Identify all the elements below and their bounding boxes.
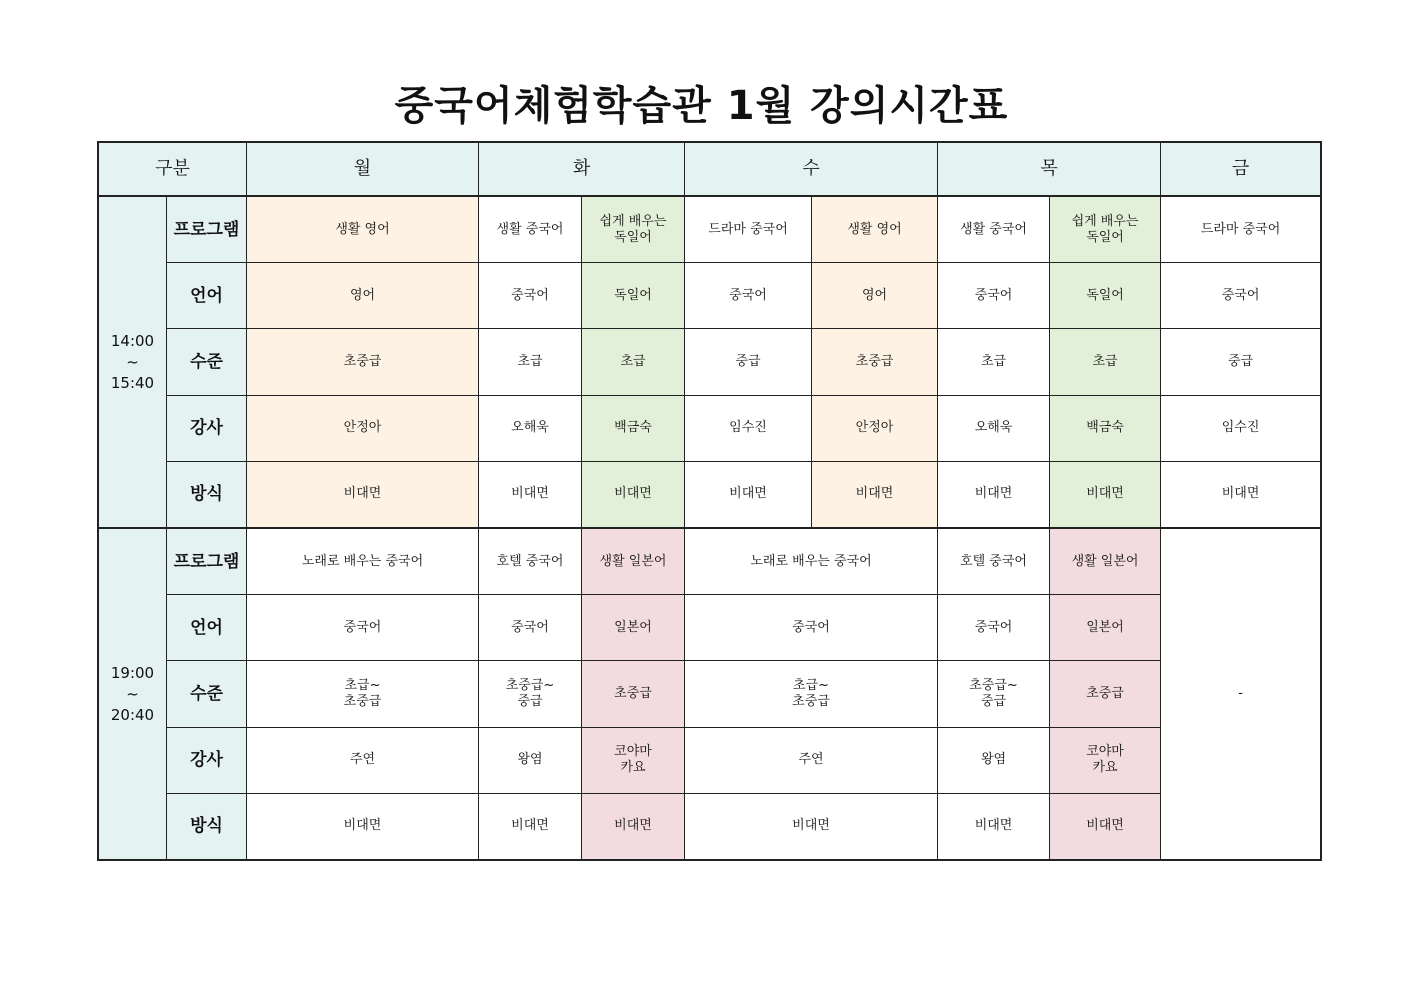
s2-language-row	[99, 595, 1321, 661]
s1-method-wed-a: 비대면	[685, 461, 812, 528]
row-label-level-2: 수준	[167, 661, 247, 727]
s1-method-wed-b: 비대면	[812, 461, 938, 528]
s2-method-thu-b: 비대면	[1050, 793, 1161, 859]
s1-program-mon: 생활 영어	[247, 196, 479, 263]
header-monday: 월	[247, 143, 479, 197]
header-tuesday: 화	[479, 143, 685, 197]
s2-teacher-mon: 주연	[247, 727, 479, 793]
s2-teacher-thu-a: 왕염	[938, 727, 1050, 793]
s2-level-thu-b: 초중급	[1050, 661, 1161, 727]
s2-level-mon: 초급~ 초중급	[247, 661, 479, 727]
s1-program-thu-b: 쉽게 배우는 독일어	[1050, 196, 1161, 263]
s1-level-thu-b: 초급	[1050, 329, 1161, 395]
s1-teacher-wed-b: 안정아	[812, 395, 938, 461]
s1-method-tue-b: 비대면	[582, 461, 685, 528]
s1-program-fri: 드라마 중국어	[1161, 196, 1321, 263]
s2-program-wed: 노래로 배우는 중국어	[685, 528, 938, 595]
s2-program-tue-a: 호텔 중국어	[479, 528, 582, 595]
s2-program-row	[99, 528, 1321, 595]
s1-language-fri: 중국어	[1161, 263, 1321, 329]
s1-teacher-thu-a: 오해욱	[938, 395, 1050, 461]
s2-teacher-tue-a: 왕염	[479, 727, 582, 793]
s1-time-tilde: ~	[126, 352, 139, 371]
s2-time-tilde: ~	[126, 684, 139, 703]
s2-level-row	[99, 661, 1321, 727]
s2-program-tue-b: 생활 일본어	[582, 528, 685, 595]
timetable	[98, 142, 1321, 860]
s1-teacher-tue-b: 백금숙	[582, 395, 685, 461]
row-label-teacher: 강사	[167, 395, 247, 461]
header-wednesday: 수	[685, 143, 938, 197]
s2-teacher-wed: 주연	[685, 727, 938, 793]
s2-method-row	[99, 793, 1321, 859]
s2-time-cell	[99, 528, 167, 860]
s1-language-row	[99, 263, 1321, 329]
s1-level-tue-b: 초급	[582, 329, 685, 395]
s2-program-thu-b: 생활 일본어	[1050, 528, 1161, 595]
s2-language-mon: 중국어	[247, 595, 479, 661]
s2-language-thu-b: 일본어	[1050, 595, 1161, 661]
s2-level-thu-a: 초중급~ 중급	[938, 661, 1050, 727]
s1-level-thu-a: 초급	[938, 329, 1050, 395]
s1-level-mon: 초중급	[247, 329, 479, 395]
s2-method-mon: 비대면	[247, 793, 479, 859]
s1-level-tue-a: 초급	[479, 329, 582, 395]
header-friday: 금	[1161, 143, 1321, 197]
s2-time-end: 20:40	[110, 705, 155, 724]
s1-time-start: 14:00	[110, 331, 155, 350]
s2-level-wed: 초급~ 초중급	[685, 661, 938, 727]
s2-level-tue-a: 초중급~ 중급	[479, 661, 582, 727]
s1-language-tue-a: 중국어	[479, 263, 582, 329]
row-label-program-2: 프로그램	[167, 528, 247, 595]
s1-teacher-fri: 임수진	[1161, 395, 1321, 461]
s1-method-tue-a: 비대면	[479, 461, 582, 528]
s1-language-thu-b: 독일어	[1050, 263, 1161, 329]
s1-time-cell	[99, 196, 167, 528]
row-label-teacher-2: 강사	[167, 727, 247, 793]
s1-method-mon: 비대면	[247, 461, 479, 528]
s2-language-tue-b: 일본어	[582, 595, 685, 661]
s1-language-wed-a: 중국어	[685, 263, 812, 329]
s2-method-tue-b: 비대면	[582, 793, 685, 859]
s1-teacher-tue-a: 오해욱	[479, 395, 582, 461]
row-label-level: 수준	[167, 329, 247, 395]
s1-program-wed-a: 드라마 중국어	[685, 196, 812, 263]
row-label-program: 프로그램	[167, 196, 247, 263]
s1-time-end: 15:40	[110, 373, 155, 392]
s1-level-fri: 중급	[1161, 329, 1321, 395]
row-label-method: 방식	[167, 461, 247, 528]
s1-teacher-row	[99, 395, 1321, 461]
s1-level-row	[99, 329, 1321, 395]
row-label-language: 언어	[167, 263, 247, 329]
s2-time-start: 19:00	[110, 663, 155, 682]
s1-program-row	[99, 196, 1321, 263]
s1-language-mon: 영어	[247, 263, 479, 329]
s2-language-thu-a: 중국어	[938, 595, 1050, 661]
s1-method-thu-a: 비대면	[938, 461, 1050, 528]
s2-method-tue-a: 비대면	[479, 793, 582, 859]
s1-language-tue-b: 독일어	[582, 263, 685, 329]
row-label-language-2: 언어	[167, 595, 247, 661]
s2-language-tue-a: 중국어	[479, 595, 582, 661]
s1-program-tue-b: 쉽게 배우는 독일어	[582, 196, 685, 263]
s1-level-wed-a: 중급	[685, 329, 812, 395]
header-thursday: 목	[938, 143, 1161, 197]
s1-language-wed-b: 영어	[812, 263, 938, 329]
s2-language-wed: 중국어	[685, 595, 938, 661]
s1-program-wed-b: 생활 영어	[812, 196, 938, 263]
s1-level-wed-b: 초중급	[812, 329, 938, 395]
row-label-method-2: 방식	[167, 793, 247, 859]
page-title: 중국어체험학습관 1월 강의시간표	[394, 83, 1009, 129]
s1-method-thu-b: 비대면	[1050, 461, 1161, 528]
s1-teacher-mon: 안정아	[247, 395, 479, 461]
header-category: 구분	[99, 143, 247, 197]
s2-teacher-thu-b: 코야마 카요	[1050, 727, 1161, 793]
s1-program-tue-a: 생활 중국어	[479, 196, 582, 263]
s2-friday-empty: -	[1161, 528, 1321, 860]
s2-teacher-tue-b: 코야마 카요	[582, 727, 685, 793]
s1-language-thu-a: 중국어	[938, 263, 1050, 329]
s1-teacher-thu-b: 백금숙	[1050, 395, 1161, 461]
s1-method-row	[99, 461, 1321, 528]
s2-level-tue-b: 초중급	[582, 661, 685, 727]
s1-program-thu-a: 생활 중국어	[938, 196, 1050, 263]
s2-method-wed: 비대면	[685, 793, 938, 859]
s2-program-thu-a: 호텔 중국어	[938, 528, 1050, 595]
s2-teacher-row	[99, 727, 1321, 793]
s2-program-mon: 노래로 배우는 중국어	[247, 528, 479, 595]
s1-teacher-wed-a: 임수진	[685, 395, 812, 461]
header-row	[99, 143, 1321, 197]
s1-method-fri: 비대면	[1161, 461, 1321, 528]
s2-method-thu-a: 비대면	[938, 793, 1050, 859]
